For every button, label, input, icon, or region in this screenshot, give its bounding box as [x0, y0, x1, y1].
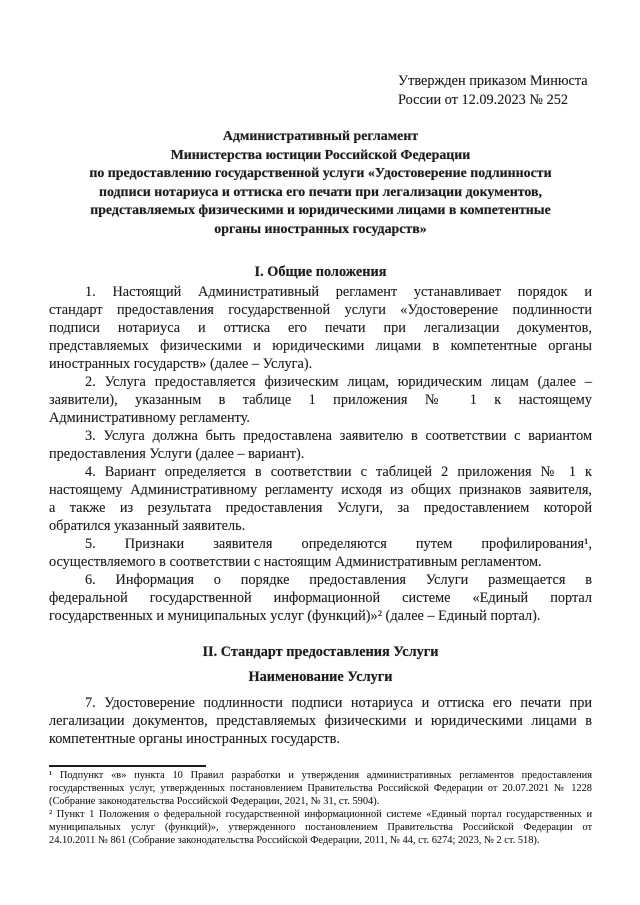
- text-line: компетентные органы иностранных государств.: [49, 731, 340, 747]
- text-line: 1. Настоящий Административный регламент устанавливает порядок и: [85, 284, 592, 300]
- footnote-line: 24.10.2011 № 861 (Собрание законодательства Российской Федерации, 2011, № 44, ст. 6274; 2023, № 2 ст. 518).: [49, 834, 540, 846]
- approval-note: [398, 72, 588, 110]
- paragraph-2: [49, 373, 592, 427]
- section-heading-standard: II. Стандарт предоставления Услуги: [202, 644, 439, 660]
- text-line: федеральной государственной информационной системе «Единый портал: [49, 590, 592, 606]
- text-line: обратился указанный заявитель.: [49, 518, 246, 534]
- subsection-heading-service-name: Наименование Услуги: [248, 669, 393, 685]
- text-line: иностранных государств» (далее – Услуга).: [49, 356, 313, 372]
- paragraph-1: [49, 283, 592, 373]
- footnote-line: государственных услуг, утвержденных постановлением Правительства Российской Федерации от 20.07.2021 № 1228: [49, 782, 592, 794]
- paragraph-3: [49, 427, 592, 463]
- body-text: [49, 283, 592, 625]
- footnote-divider: [49, 765, 206, 767]
- footnote-2: [49, 809, 592, 848]
- footnote-line: муниципальных услуг (функций)», утвержденного постановлением Правительства Российской Федерации от: [49, 821, 592, 833]
- approval-note-line: России от 12.09.2023 № 252: [398, 92, 569, 108]
- text-line: а также из результата предоставления Услуги, за предоставлением которой: [49, 500, 592, 516]
- paragraph-6: [49, 571, 592, 625]
- section-heading-general: I. Общие положения: [254, 264, 387, 280]
- text-line: Административному регламенту.: [49, 410, 250, 426]
- footnote-1: [49, 770, 592, 809]
- text-line: 3. Услуга должна быть предоставлена заявителю в соответствии с вариантом: [85, 428, 592, 444]
- title-line: Министерства юстиции Российской Федерации: [170, 147, 471, 163]
- text-line: предоставления Услуги (далее – вариант).: [49, 446, 305, 462]
- text-line: настоящему Административному регламенту исходя из общих признаков заявителя,: [49, 482, 592, 498]
- text-line: представляемых физическими и юридическими лицами в компетентные органы: [49, 338, 592, 354]
- text-line: стандарт предоставления государственной услуги «Удостоверение подлинности: [49, 302, 592, 318]
- text-line: 5. Признаки заявителя определяются путем профилирования¹,: [85, 536, 592, 552]
- title-line: представляемых физическими и юридическими лицами в компетентные: [90, 203, 551, 218]
- text-line: подписи нотариуса и оттиска его печати при легализации документов,: [49, 320, 592, 336]
- title-line: Административный регламент: [222, 129, 419, 144]
- text-line: осуществляемого в соответствии с настоящим Административным регламентом.: [49, 554, 542, 570]
- title-line: органы иностранных государств»: [214, 221, 427, 237]
- text-line: легализации документов, представляемых физическими и юридическими лицами в: [49, 713, 592, 729]
- paragraph-4: [49, 463, 592, 535]
- title-line: подписи нотариуса и оттиска его печати при легализации документов,: [98, 184, 542, 200]
- footnote-line: (Собрание законодательства Российской Федерации, 2021, № 31, ст. 5904).: [49, 795, 380, 807]
- footnote-line: ¹ Подпункт «в» пункта 10 Правил разработки и утверждения административных регламентов предоставления: [49, 770, 592, 781]
- footnotes: [49, 770, 592, 847]
- text-line: 2. Услуга предоставляется физическим лицам, юридическим лицам (далее –: [85, 374, 592, 390]
- title-line: по предоставлению государственной услуги «Удостоверение подлинности: [89, 166, 552, 181]
- text-line: заявители), указанным в таблице 1 приложения № 1 к настоящему: [49, 392, 592, 408]
- footnote-line: ² Пункт 1 Положения о федеральной государственной информационной системе «Единый портал государственных и: [49, 808, 592, 820]
- text-line: 7. Удостоверение подлинности подписи нотариуса и оттиска его печати при: [85, 695, 592, 711]
- text-line: государственных и муниципальных услуг (функций)»² (далее – Единый портал).: [49, 608, 541, 624]
- approval-note-line: Утвержден приказом Минюста: [398, 73, 588, 89]
- text-line: 4. Вариант определяется в соответствии с таблицей 2 приложения № 1 к: [85, 464, 592, 480]
- paragraph-7: [49, 694, 592, 748]
- document-title: [49, 128, 592, 239]
- text-line: 6. Информация о порядке предоставления Услуги размещается в: [85, 572, 592, 588]
- paragraph-5: [49, 535, 592, 571]
